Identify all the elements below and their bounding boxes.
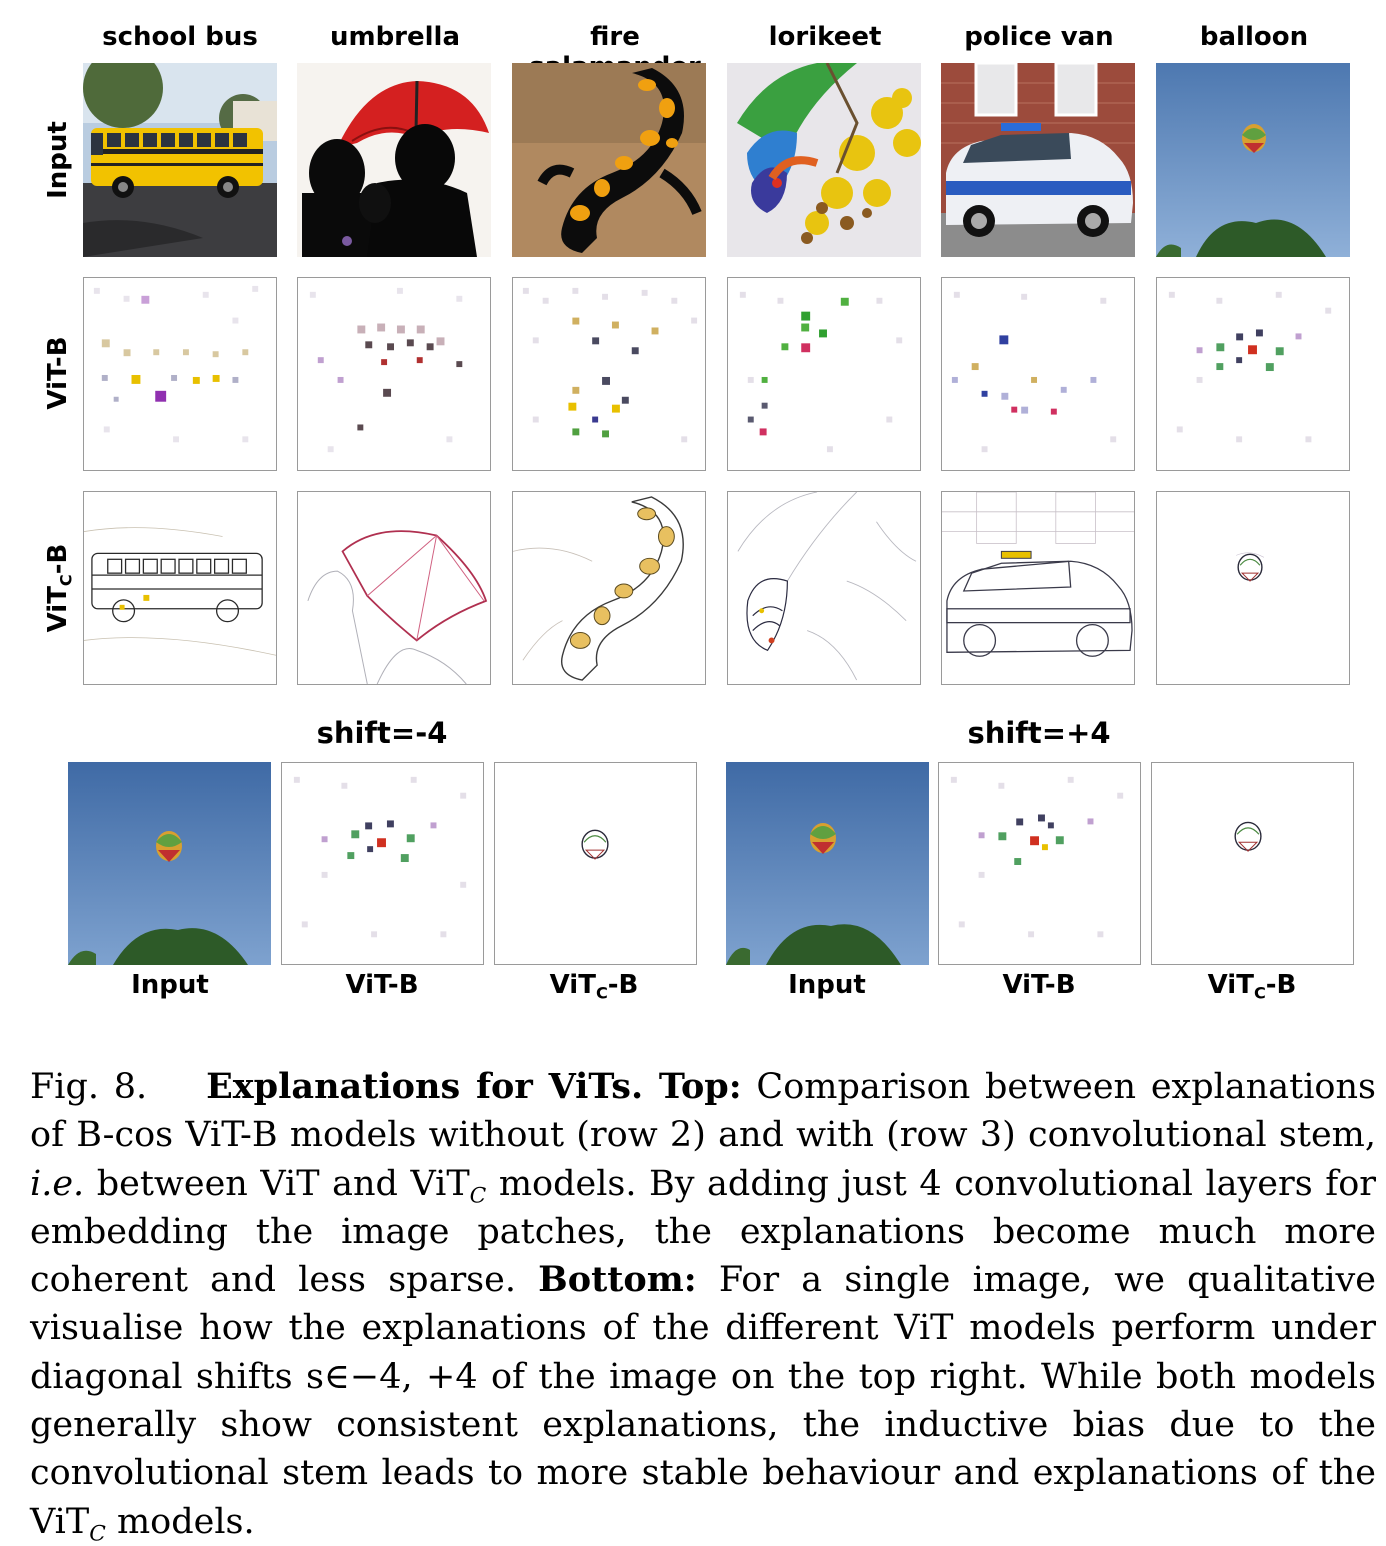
shift-neg-vitc-explanation xyxy=(494,762,697,965)
shift-neg-vitb-explanation xyxy=(281,762,484,965)
column-title-police-van: police van xyxy=(964,22,1114,52)
vitb-explanation-fire-salamander xyxy=(512,277,706,471)
column-title-fire-salamander: fire xyxy=(590,22,640,52)
shift-neg-title: shift=-4 xyxy=(316,716,448,750)
column-title-lorikeet: lorikeet xyxy=(768,22,882,52)
shift-pos-vitb-explanation xyxy=(938,762,1141,965)
caption-bottom-label: Bottom: xyxy=(538,1259,697,1301)
vitb-explanation-police-van xyxy=(941,277,1135,471)
shift-pos-vitc-explanation xyxy=(1151,762,1354,965)
vitc-explanation-umbrella xyxy=(297,491,491,685)
row-label-vitb: ViT-B xyxy=(43,336,73,410)
shift-pos-title: shift=+4 xyxy=(967,716,1111,750)
shift-pos-input-image xyxy=(726,762,929,965)
row-label-vitc: ViT$_C$-B xyxy=(43,543,76,633)
shift-neg-vitc-label: ViT$_C$-B xyxy=(549,970,639,1003)
shift-neg-vitb-label: ViT-B xyxy=(345,970,419,1000)
input-image-fire-salamander xyxy=(512,63,706,257)
vitc-explanation-police-van xyxy=(941,491,1135,685)
vitb-explanation-balloon xyxy=(1156,277,1350,471)
vitb-explanation-umbrella xyxy=(297,277,491,471)
input-image-police-van xyxy=(941,63,1135,257)
shift-pos-input-label: Input xyxy=(788,970,866,1000)
shift-pos-vitc-label: ViT$_C$-B xyxy=(1207,970,1297,1003)
vitb-explanation-lorikeet xyxy=(727,277,921,471)
column-title-umbrella: umbrella xyxy=(329,22,461,52)
column-title-school-bus: school bus xyxy=(102,22,258,52)
shift-pos-vitb-label: ViT-B xyxy=(1002,970,1076,1000)
vitc-explanation-fire-salamander xyxy=(512,491,706,685)
vitc-explanation-lorikeet xyxy=(727,491,921,685)
input-image-balloon xyxy=(1156,63,1350,257)
vitc-explanation-balloon xyxy=(1156,491,1350,685)
input-image-lorikeet xyxy=(727,63,921,257)
shift-neg-input-label: Input xyxy=(131,970,209,1000)
figure-caption: Fig. 8. Explanations for ViTs. Top: Comparison between explanations of B-cos ViT-B models without (row 2) and with (row 3) convolutional stem, i.e. between ViT and ViT$_C$ models. By adding just 4 convolutional layers for embedding the image patches, the explanations become much more coherent and less sparse. Bottom: For a single image, we qualitative visualise how the explanations of the different ViT models perform under diagonal shifts s∈−4, +4 of the image on the top right. While both models generally show consistent explanations, the inductive bias due to the convolutional stem leads to more stable behaviour and explanations of the ViT$_C$ models. xyxy=(30,1066,1376,1546)
input-image-school-bus xyxy=(83,63,277,257)
row-label-input: Input xyxy=(43,121,73,199)
shift-neg-input-image xyxy=(68,762,271,965)
caption-title: Explanations for ViTs. Top: xyxy=(206,1066,742,1107)
input-image-umbrella xyxy=(297,63,491,257)
vitc-explanation-school-bus xyxy=(83,491,277,685)
vitb-explanation-school-bus xyxy=(83,277,277,471)
column-title-balloon: balloon xyxy=(1199,22,1309,52)
figure-label: Fig. 8. xyxy=(30,1067,148,1107)
